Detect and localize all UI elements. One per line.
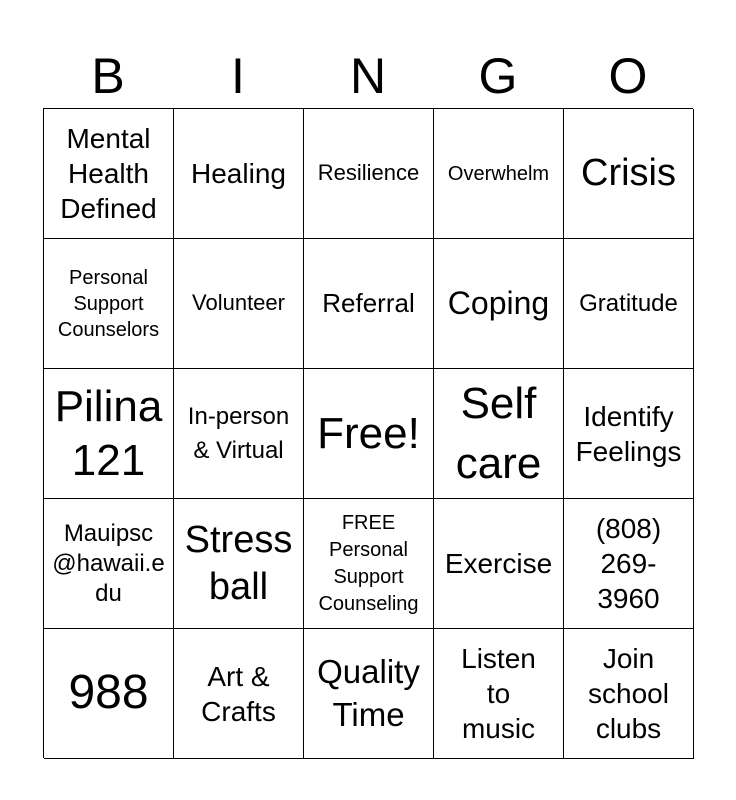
bingo-cell xyxy=(44,499,174,629)
cell-text: Exercise xyxy=(444,548,553,579)
bingo-cell xyxy=(304,629,434,759)
cell-text: Free! xyxy=(317,408,420,458)
cell-text: In-person & Virtual xyxy=(187,402,290,464)
bingo-cell xyxy=(564,109,694,239)
bingo-cell xyxy=(44,239,174,369)
header-letter-o: O xyxy=(608,48,648,104)
cell-text: Join school clubs xyxy=(588,643,669,744)
bingo-cell xyxy=(174,369,304,499)
bingo-cell xyxy=(434,369,564,499)
bingo-cell xyxy=(304,109,434,239)
bingo-cell xyxy=(174,109,304,239)
cell-text: Personal Support Counselors xyxy=(57,266,160,341)
bingo-cell xyxy=(304,499,434,629)
cell-text: Self care xyxy=(455,379,542,488)
cell-text: Referral xyxy=(322,287,415,318)
bingo-cell xyxy=(434,239,564,369)
cell-text: Crisis xyxy=(581,152,676,195)
bingo-cell xyxy=(564,239,694,369)
cell-text: Identify Feelings xyxy=(575,400,682,467)
bingo-cell xyxy=(174,499,304,629)
header-letter-g: G xyxy=(478,48,518,104)
bingo-header xyxy=(43,44,693,108)
cell-text: Healing xyxy=(191,158,286,189)
cell-text: Mauipsc @hawaii.edu xyxy=(52,519,165,607)
bingo-cell xyxy=(304,369,434,499)
cell-text: (808) 269-3960 xyxy=(595,513,662,614)
cell-text: Coping xyxy=(447,284,550,321)
bingo-cell xyxy=(44,109,174,239)
bingo-cell xyxy=(44,369,174,499)
cell-text: Volunteer xyxy=(192,290,285,316)
cell-text: Listen to music xyxy=(461,643,536,744)
bingo-cell xyxy=(174,239,304,369)
cell-text: 988 xyxy=(68,666,149,720)
cell-text: Gratitude xyxy=(579,289,678,317)
bingo-cell xyxy=(564,369,694,499)
header-letter-n: N xyxy=(349,48,387,104)
bingo-cell xyxy=(434,109,564,239)
bingo-cell xyxy=(44,629,174,759)
bingo-cell xyxy=(174,629,304,759)
cell-text: Pilina 121 xyxy=(54,381,163,485)
bingo-cell xyxy=(304,239,434,369)
bingo-cell xyxy=(434,629,564,759)
header-letter-i: I xyxy=(231,48,245,104)
bingo-grid xyxy=(43,108,693,758)
bingo-cell xyxy=(434,499,564,629)
cell-text: Quality Time xyxy=(317,652,420,733)
cell-text: Mental Health Defined xyxy=(60,123,157,224)
bingo-cell xyxy=(564,629,694,759)
cell-text: Art & Crafts xyxy=(201,660,276,727)
cell-text: Stress ball xyxy=(184,519,293,608)
cell-text: Overwhelm xyxy=(447,162,550,185)
cell-text: Resilience xyxy=(317,160,420,186)
cell-text: FREE Personal Support Counseling xyxy=(318,511,419,615)
header-letter-b: B xyxy=(91,48,125,104)
bingo-cell xyxy=(564,499,694,629)
